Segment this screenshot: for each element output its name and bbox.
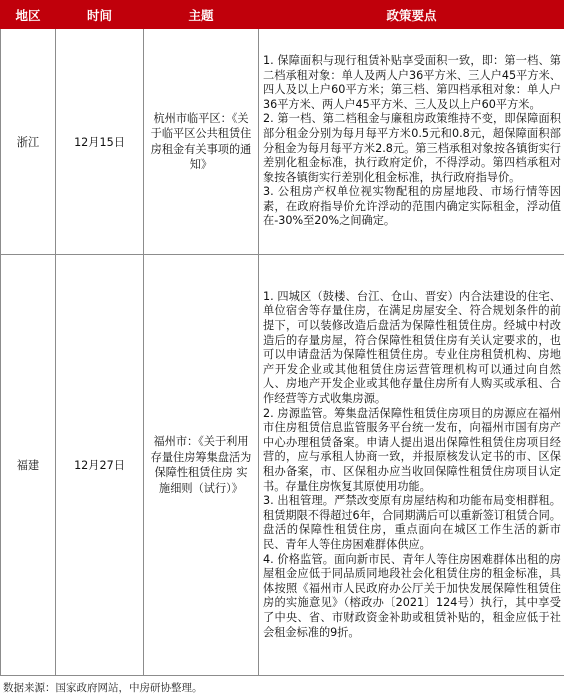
table-header-row	[1, 1, 564, 29]
cell-region: 浙江	[1, 29, 56, 255]
cell-date: 12月27日	[56, 255, 144, 676]
policy-point: 2. 房源监管。筹集盘活保障性租赁住房项目的房源应在福州市住房租赁信息监管服务平台统一发布，向福州市国有房产中心办理租赁备案。申请人提出退出保障性租赁住房项目经营的，应与承租人协商一致，并报原核发认定书的市、区保租办备案，市、区保租办应当收回保障性租赁住房项目认定书。存量住房恢复其原使用功能。	[263, 406, 561, 493]
header-date: 时间	[56, 1, 144, 29]
cell-date: 12月15日	[56, 29, 144, 255]
policy-point: 1. 保障面积与现行租赁补贴享受面积一致，即：第一档、第二档承租对象：单人及两人户36平方米、三人户45平方米、四人及以上户60平方米；第三档、第四档承租对象：单人户36平方米、两人户45平方米、三人及以上户60平方米。	[263, 53, 561, 111]
cell-region: 福建	[1, 255, 56, 676]
table-row	[1, 255, 564, 676]
header-region: 地区	[1, 1, 56, 29]
policy-point: 1. 四城区（鼓楼、台江、仓山、晋安）内合法建设的住宅、单位宿舍等存量住房，在满足房屋安全、符合规划条件的前提下，可以装修改造后盘活为保障性租赁住房。经城中村改造后的存量房屋，符合保障性租赁住房有关认定要求的，也可以申请盘活为保障性租赁住房。专业住房租赁机构、房地产开发企业或其他租赁住房运营管理机构可以通过向自然人、房地产开发企业或其他存量住房所有人购买或承租、合作经营等方式收集房源。	[263, 289, 561, 406]
policy-point: 3. 公租房产权单位视实物配租的房屋地段、市场行情等因素，在政府指导价允许浮动的范围内确定实际租金，浮动值在-30%至20%之间确定。	[263, 185, 561, 228]
cell-topic: 杭州市临平区：《关于临平区公共租赁住房租金有关事项的通知》	[144, 29, 259, 255]
cell-topic: 福州市：《关于利用存量住房筹集盘活为保障性租赁住房 实施细则（试行）》	[144, 255, 259, 676]
header-points: 政策要点	[259, 1, 564, 29]
table-row	[1, 29, 564, 255]
policy-point: 4. 价格监管。面向新市民、青年人等住房困难群体出租的房屋租金应低于同品质同地段社会化租赁住房的租金标准，具体按照《福州市人民政府办公厅关于加快发展保障性租赁住房的实施意见》（榕政办〔2021〕124号）执行，其中享受了中央、省、市财政资金补助或租赁补贴的，租金应低于社会租金标准的9折。	[263, 552, 561, 639]
header-topic: 主题	[144, 1, 259, 29]
policy-point: 2. 第一档、第二档租金与廉租房政策维持不变，即保障面积部分租金分别为每月每平方米0.5元和0.8元，超保障面积部分租金为每月每平方米2.8元。第三档承租对象按各镇街实行差别化租金标准，执行政府定价，不得浮动。第四档承租对象按各镇街实行差别化租金标准，执行政府指导价。	[263, 112, 561, 184]
data-source-note: 数据来源：国家政府网站，中房研协整理。	[3, 682, 203, 694]
policy-point: 3. 出租管理。严禁改变原有房屋结构和功能布局变相群租。租赁期限不得超过6年，合同期满后可以重新签订租赁合同。盘活的保障性租赁住房，重点面向在城区工作生活的新市民、青年人等住房困难群体供应。	[263, 494, 561, 551]
cell-policy-points	[259, 255, 564, 676]
cell-policy-points	[259, 29, 564, 255]
